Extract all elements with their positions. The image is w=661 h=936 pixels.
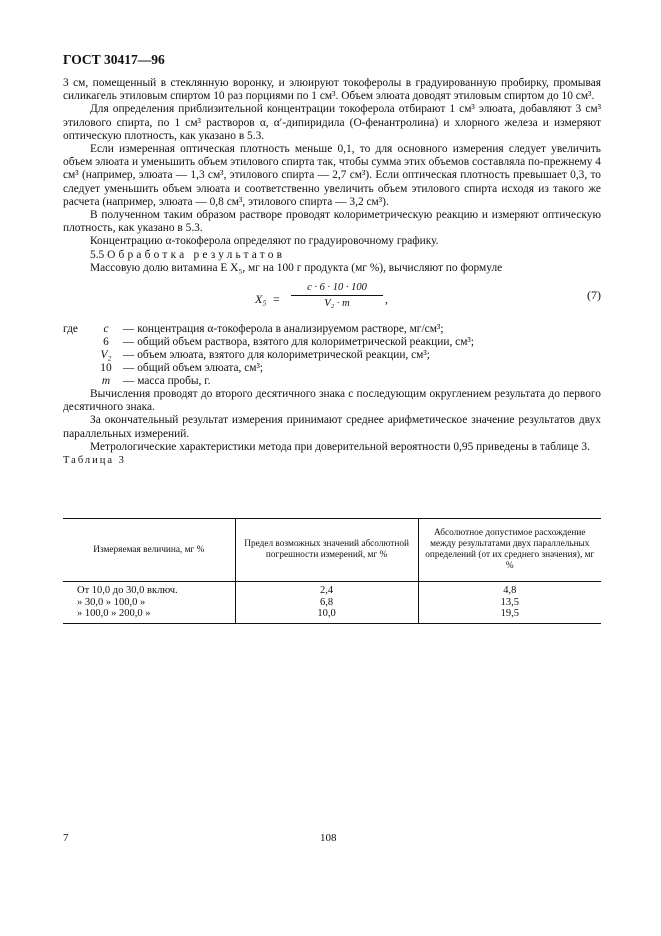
paragraph: За окончательный результат измерения принимают среднее арифметическое значение результатов двух параллельных измерений. bbox=[63, 414, 601, 440]
formula-comma: , bbox=[385, 292, 388, 307]
section-title: Обработка результатов bbox=[107, 248, 286, 261]
definition-text: — общий объем раствора, взятого для колориметрической реакции, см³; bbox=[123, 336, 474, 349]
definition-lead bbox=[63, 349, 89, 362]
column-header: Абсолютное допустимое расхождение между результатами двух параллельных определений (от их среднего значения), мг % bbox=[418, 519, 601, 582]
table-header-row bbox=[63, 519, 601, 582]
definition-lead: где bbox=[63, 323, 78, 336]
table-title: Таблица 3 bbox=[63, 455, 126, 467]
table-cell: От 10,0 до 30,0 включ. bbox=[77, 585, 178, 596]
section-number: 5.5 bbox=[90, 248, 105, 261]
definition-text: — масса пробы, г. bbox=[123, 375, 211, 388]
column-header: Предел возможных значений абсолютной погрешности измерений, мг % bbox=[235, 519, 418, 582]
footer-left-number: 7 bbox=[63, 832, 69, 844]
column-header: Измеряемая величина, мг % bbox=[63, 519, 235, 582]
table-cell: 2,4 bbox=[235, 582, 418, 597]
formula-number: (7) bbox=[587, 288, 601, 303]
table-cell: 4,8 bbox=[418, 582, 601, 597]
paragraph: Вычисления проводят до второго десятичного знака с последующим округлением результата до первого десятичного знака. bbox=[63, 388, 601, 414]
table-cell: 6,8 bbox=[235, 597, 418, 609]
formula-intro: Массовую долю витамина E X₅, мг на 100 г продукта (мг %), вычисляют по формуле bbox=[90, 261, 503, 274]
table-cell: » 30,0 » 100,0 » bbox=[77, 596, 146, 608]
page-number: 108 bbox=[320, 832, 337, 844]
definition-symbol: 6 bbox=[103, 336, 109, 349]
table-row bbox=[63, 597, 601, 609]
paragraph: 3 см, помещенный в стеклянную воронку, и элюируют токоферолы в градуированную пробирку, промывая силикагель этиловым спиртом 10 раз порциями по 1 см³. Объем элюата доводят этиловым спиртом до 10 см³. bbox=[63, 77, 601, 103]
paragraph: Концентрацию α-токоферола определяют по градуировочному графику. bbox=[90, 235, 439, 248]
table-row bbox=[63, 608, 601, 623]
metrology-table bbox=[63, 518, 601, 624]
definition-symbol: c bbox=[103, 323, 109, 336]
definition-text: — общий объем элюата, см³; bbox=[123, 362, 264, 375]
definition-row bbox=[63, 362, 601, 375]
paragraph: Для определения приблизительной концентрации токоферола отбирают 1 см³ элюата, добавляют 3 см³ этилового спирта, по 1 см³ растворов α, α′-дипиридила (O-фенантролина) и хлорного железа и измеряют оптическую плотность, как указано в 5.3. bbox=[63, 103, 601, 142]
paragraph: Метрологические характеристики метода при доверительной вероятности 0,95 приведены в таблице 3. bbox=[90, 440, 590, 453]
definitions-list bbox=[63, 323, 601, 388]
definition-text: — концентрация α-токоферола в анализируемом растворе, мг/см³; bbox=[123, 323, 444, 336]
formula-numerator: c · 6 · 10 · 100 bbox=[291, 281, 383, 296]
table-cell: 13,5 bbox=[418, 597, 601, 609]
formula-equals: = bbox=[273, 292, 280, 307]
definition-lead bbox=[63, 362, 89, 375]
definition-lead bbox=[63, 336, 89, 349]
section-heading bbox=[63, 249, 601, 262]
definition-text: — объем элюата, взятого для колориметрической реакции, см³; bbox=[123, 349, 430, 362]
table-cell: 19,5 bbox=[418, 608, 601, 623]
definition-row bbox=[63, 336, 601, 349]
paragraph: В полученном таким образом растворе проводят колориметрическую реакцию и измеряют оптическую плотность, как указано в 5.3. bbox=[63, 209, 601, 235]
definition-row bbox=[63, 323, 601, 336]
formula-lhs: X₅ bbox=[255, 292, 267, 307]
table-cell: » 100,0 » 200,0 » bbox=[63, 608, 235, 623]
definition-lead bbox=[63, 375, 89, 388]
paragraph: Если измеренная оптическая плотность меньше 0,1, то для основного измерения следует увеличить объем элюата и уменьшить объем этилового спирта так, чтобы сумма этих объемов составляла по-прежнему 4 см³ (например, элюата — 1,3 см³, этилового спирта — 2,7 см³). Если оптическая плотность превышает 0,3, то следует уменьшить объем элюата и соответственно увеличить объем этилового спирта исходя из такого же расчета (например, элюата — 0,8 см³, этилового спирта — 3,2 см³). bbox=[63, 143, 601, 208]
formula-fraction bbox=[291, 281, 383, 310]
document-header: ГОСТ 30417—96 bbox=[63, 52, 165, 67]
table-cell: 10,0 bbox=[235, 608, 418, 623]
formula bbox=[63, 279, 601, 321]
formula-denominator: V₂ · m bbox=[324, 298, 350, 310]
definition-symbol: 10 bbox=[100, 362, 112, 375]
definition-row bbox=[63, 349, 601, 362]
definition-symbol: m bbox=[101, 375, 111, 388]
definition-symbol: V₂ bbox=[100, 349, 112, 362]
body-text bbox=[63, 77, 601, 467]
definition-row bbox=[63, 375, 601, 388]
table-row bbox=[63, 582, 601, 597]
